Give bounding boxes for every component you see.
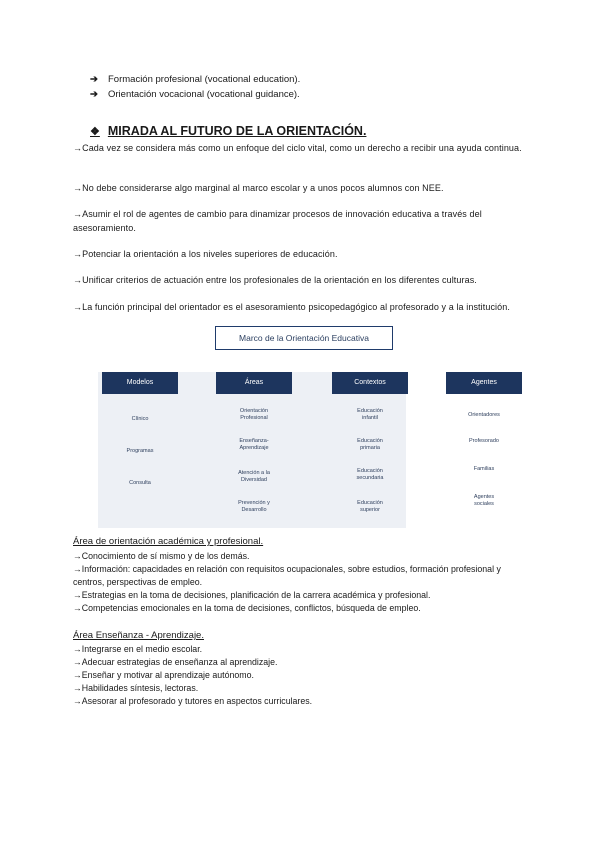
section-heading: [90, 124, 366, 138]
column-item: Clínico: [131, 416, 149, 422]
bullet-text: Formación profesional (vocational education).: [108, 74, 301, 85]
paragraph: →Asumir el rol de agentes de cambio para dinamizar procesos de innovación educativa a través del asesoramiento.: [73, 209, 482, 233]
column-item: Familias: [473, 466, 495, 472]
column-item: Profesorado: [469, 438, 499, 444]
diagram-column-agentes: [446, 372, 522, 507]
diagram-column-modelos: [102, 372, 178, 486]
column-item: Educación primaria: [357, 438, 383, 451]
paragraph: →La función principal del orientador es el asesoramiento psicopedagógico al profesorado y a la institución.: [73, 302, 510, 312]
orientation-framework-diagram: [98, 326, 500, 528]
column-header: Agentes: [446, 372, 522, 394]
diamond-bullet-icon: ❖: [90, 125, 100, 138]
list-item: →Información: capacidades en relación con requisitos ocupacionales, sobre estudios, formación profesional y centros, perspectivas de empleo.: [73, 564, 501, 587]
list-item: →Integrarse en el medio escolar.: [73, 644, 203, 654]
list-item: →Competencias emocionales en la toma de decisiones, conflictos, búsqueda de empleo.: [73, 603, 421, 613]
list-item: [90, 87, 300, 102]
column-item: Orientadores: [468, 412, 500, 418]
area-academica-list: [73, 550, 528, 615]
column-item: Educación infantil: [357, 408, 383, 421]
section-title-text: MIRADA AL FUTURO DE LA ORIENTACIÓN.: [107, 124, 367, 138]
list-item: →Asesorar al profesorado y tutores en aspectos curriculares.: [73, 696, 313, 706]
column-item: Agentes sociales: [473, 494, 495, 507]
top-bullet-list: [90, 72, 300, 102]
arrow-right-icon: ➔: [90, 74, 98, 85]
column-item: Atención a la Diversidad: [238, 470, 270, 483]
column-item: Programas: [126, 448, 154, 454]
diagram-title: Marco de la Orientación Educativa: [215, 326, 393, 350]
bullet-text: Orientación vocacional (vocational guidance).: [108, 89, 300, 100]
area-ensenanza-list: [73, 643, 528, 708]
list-item: →Habilidades síntesis, lectoras.: [73, 683, 199, 693]
arrow-right-icon: ➔: [90, 89, 98, 100]
area-heading-ensenanza: Área Enseñanza - Aprendizaje.: [73, 630, 204, 641]
paragraph: →Cada vez se considera más como un enfoque del ciclo vital, como un derecho a recibir una ayuda continua.: [73, 143, 522, 153]
column-item: Educación superior: [357, 500, 383, 513]
column-item: Enseñanza- Aprendizaje: [239, 438, 269, 451]
paragraph: →No debe considerarse algo marginal al marco escolar y a unos pocos alumnos con NEE.: [73, 183, 444, 193]
diagram-column-contextos: [332, 372, 408, 513]
column-item: Prevención y Desarrollo: [238, 500, 270, 513]
column-header: Contextos: [332, 372, 408, 394]
column-item: Consulta: [129, 480, 151, 486]
column-header: Modelos: [102, 372, 178, 394]
area-heading-academica: Área de orientación académica y profesional.: [73, 536, 264, 547]
column-header: Áreas: [216, 372, 292, 394]
column-item: Educación secundaria: [356, 468, 384, 481]
list-item: →Conocimiento de sí mismo y de los demás.: [73, 551, 250, 561]
list-item: →Estrategias en la toma de decisiones, planificación de la carrera académica y profesional.: [73, 590, 431, 600]
list-item: →Enseñar y motivar al aprendizaje autónomo.: [73, 670, 254, 680]
list-item: →Adecuar estrategias de enseñanza al aprendizaje.: [73, 657, 278, 667]
paragraph: →Unificar criterios de actuación entre los profesionales de la orientación en los diferentes culturas.: [73, 275, 477, 285]
diagram-column-areas: [216, 372, 292, 513]
column-item: Orientación Profesional: [239, 408, 269, 421]
paragraph: →Potenciar la orientación a los niveles superiores de educación.: [73, 249, 338, 259]
list-item: [90, 72, 300, 87]
